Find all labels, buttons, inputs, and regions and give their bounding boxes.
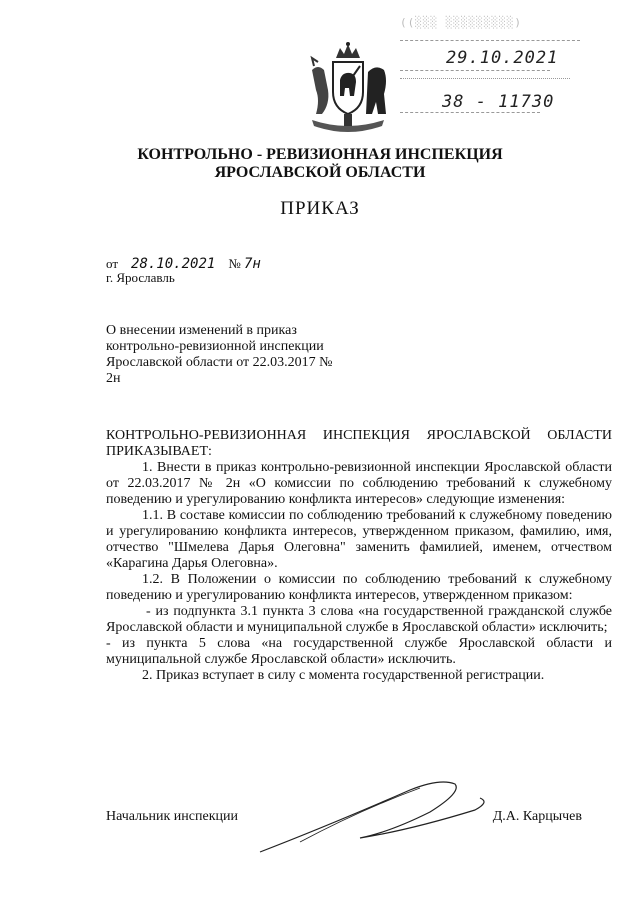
number-label: № xyxy=(228,256,241,271)
handwritten-signature xyxy=(240,770,500,860)
stamp-date: 29.10.2021 xyxy=(446,48,559,68)
order-number: 7н xyxy=(243,256,261,272)
stamp-header: ((░░░ ░░░░░░░░░) xyxy=(400,16,522,29)
city: г. Ярославль xyxy=(106,270,175,285)
signer-position: Начальник инспекции xyxy=(106,809,238,824)
from-label: от xyxy=(106,256,119,271)
order-date: 28.10.2021 xyxy=(131,256,216,272)
registration-stamp xyxy=(392,12,592,122)
signer-name: Д.А. Карцычев xyxy=(492,809,582,824)
coat-of-arms-icon xyxy=(298,40,398,140)
paragraph-1-1: 1.1. В составе комиссии по соблюдению требований к служебному поведению и урегулированию конфликта интересов, утвержденном приказом, фамилию, имя, отчество "Шмелева Дарья Олеговна" заменить фамилией, именем, отчеством «Карагина Дарья Олеговна». xyxy=(106,508,612,571)
preamble: КОНТРОЛЬНО-РЕВИЗИОННАЯ ИНСПЕКЦИЯ ЯРОСЛАВСКОЙ ОБЛАСТИ ПРИКАЗЫВАЕТ: xyxy=(106,428,612,459)
order-body xyxy=(106,428,612,684)
stamp-underline-3 xyxy=(400,112,540,113)
stamp-underline xyxy=(400,70,550,71)
paragraph-1: 1. Внести в приказ контрольно-ревизионной инспекции Ярославской области от 22.03.2017 № 2н «О комиссии по соблюдению требований к служебному поведению и урегулированию конфликта интересов» следующие изменения: xyxy=(106,460,612,507)
organization-line-1: КОНТРОЛЬНО - РЕВИЗИОННАЯ ИНСПЕКЦИЯ xyxy=(137,146,503,163)
document-kind: ПРИКАЗ xyxy=(280,198,360,219)
paragraph-2: 2. Приказ вступает в силу с момента государственной регистрации. xyxy=(142,668,545,683)
organization-title xyxy=(0,146,640,182)
stamp-number: 38 - 11730 xyxy=(442,92,555,112)
organization-line-2: ЯРОСЛАВСКОЙ ОБЛАСТИ xyxy=(214,164,426,181)
stamp-underline-2 xyxy=(400,78,570,79)
paragraph-1-2: 1.2. В Положении о комиссии по соблюдению требований к служебному поведению и урегулированию конфликта интересов, утвержденном приказом: xyxy=(106,572,612,603)
paragraph-1-2-a: - из подпункта 3.1 пункта 3 слова «на государственной гражданской службе Ярославской области и муниципальной службе в Ярославской области» исключить; xyxy=(106,604,612,635)
paragraph-1-2-b: - из пункта 5 слова «на государственной службе Ярославской области и муниципальной службе Ярославской области» исключить. xyxy=(106,636,612,667)
order-subject: О внесении изменений в приказ контрольно-ревизионной инспекции Ярославской области от 22.03.2017 № 2н xyxy=(106,323,333,386)
stamp-divider xyxy=(400,40,580,41)
